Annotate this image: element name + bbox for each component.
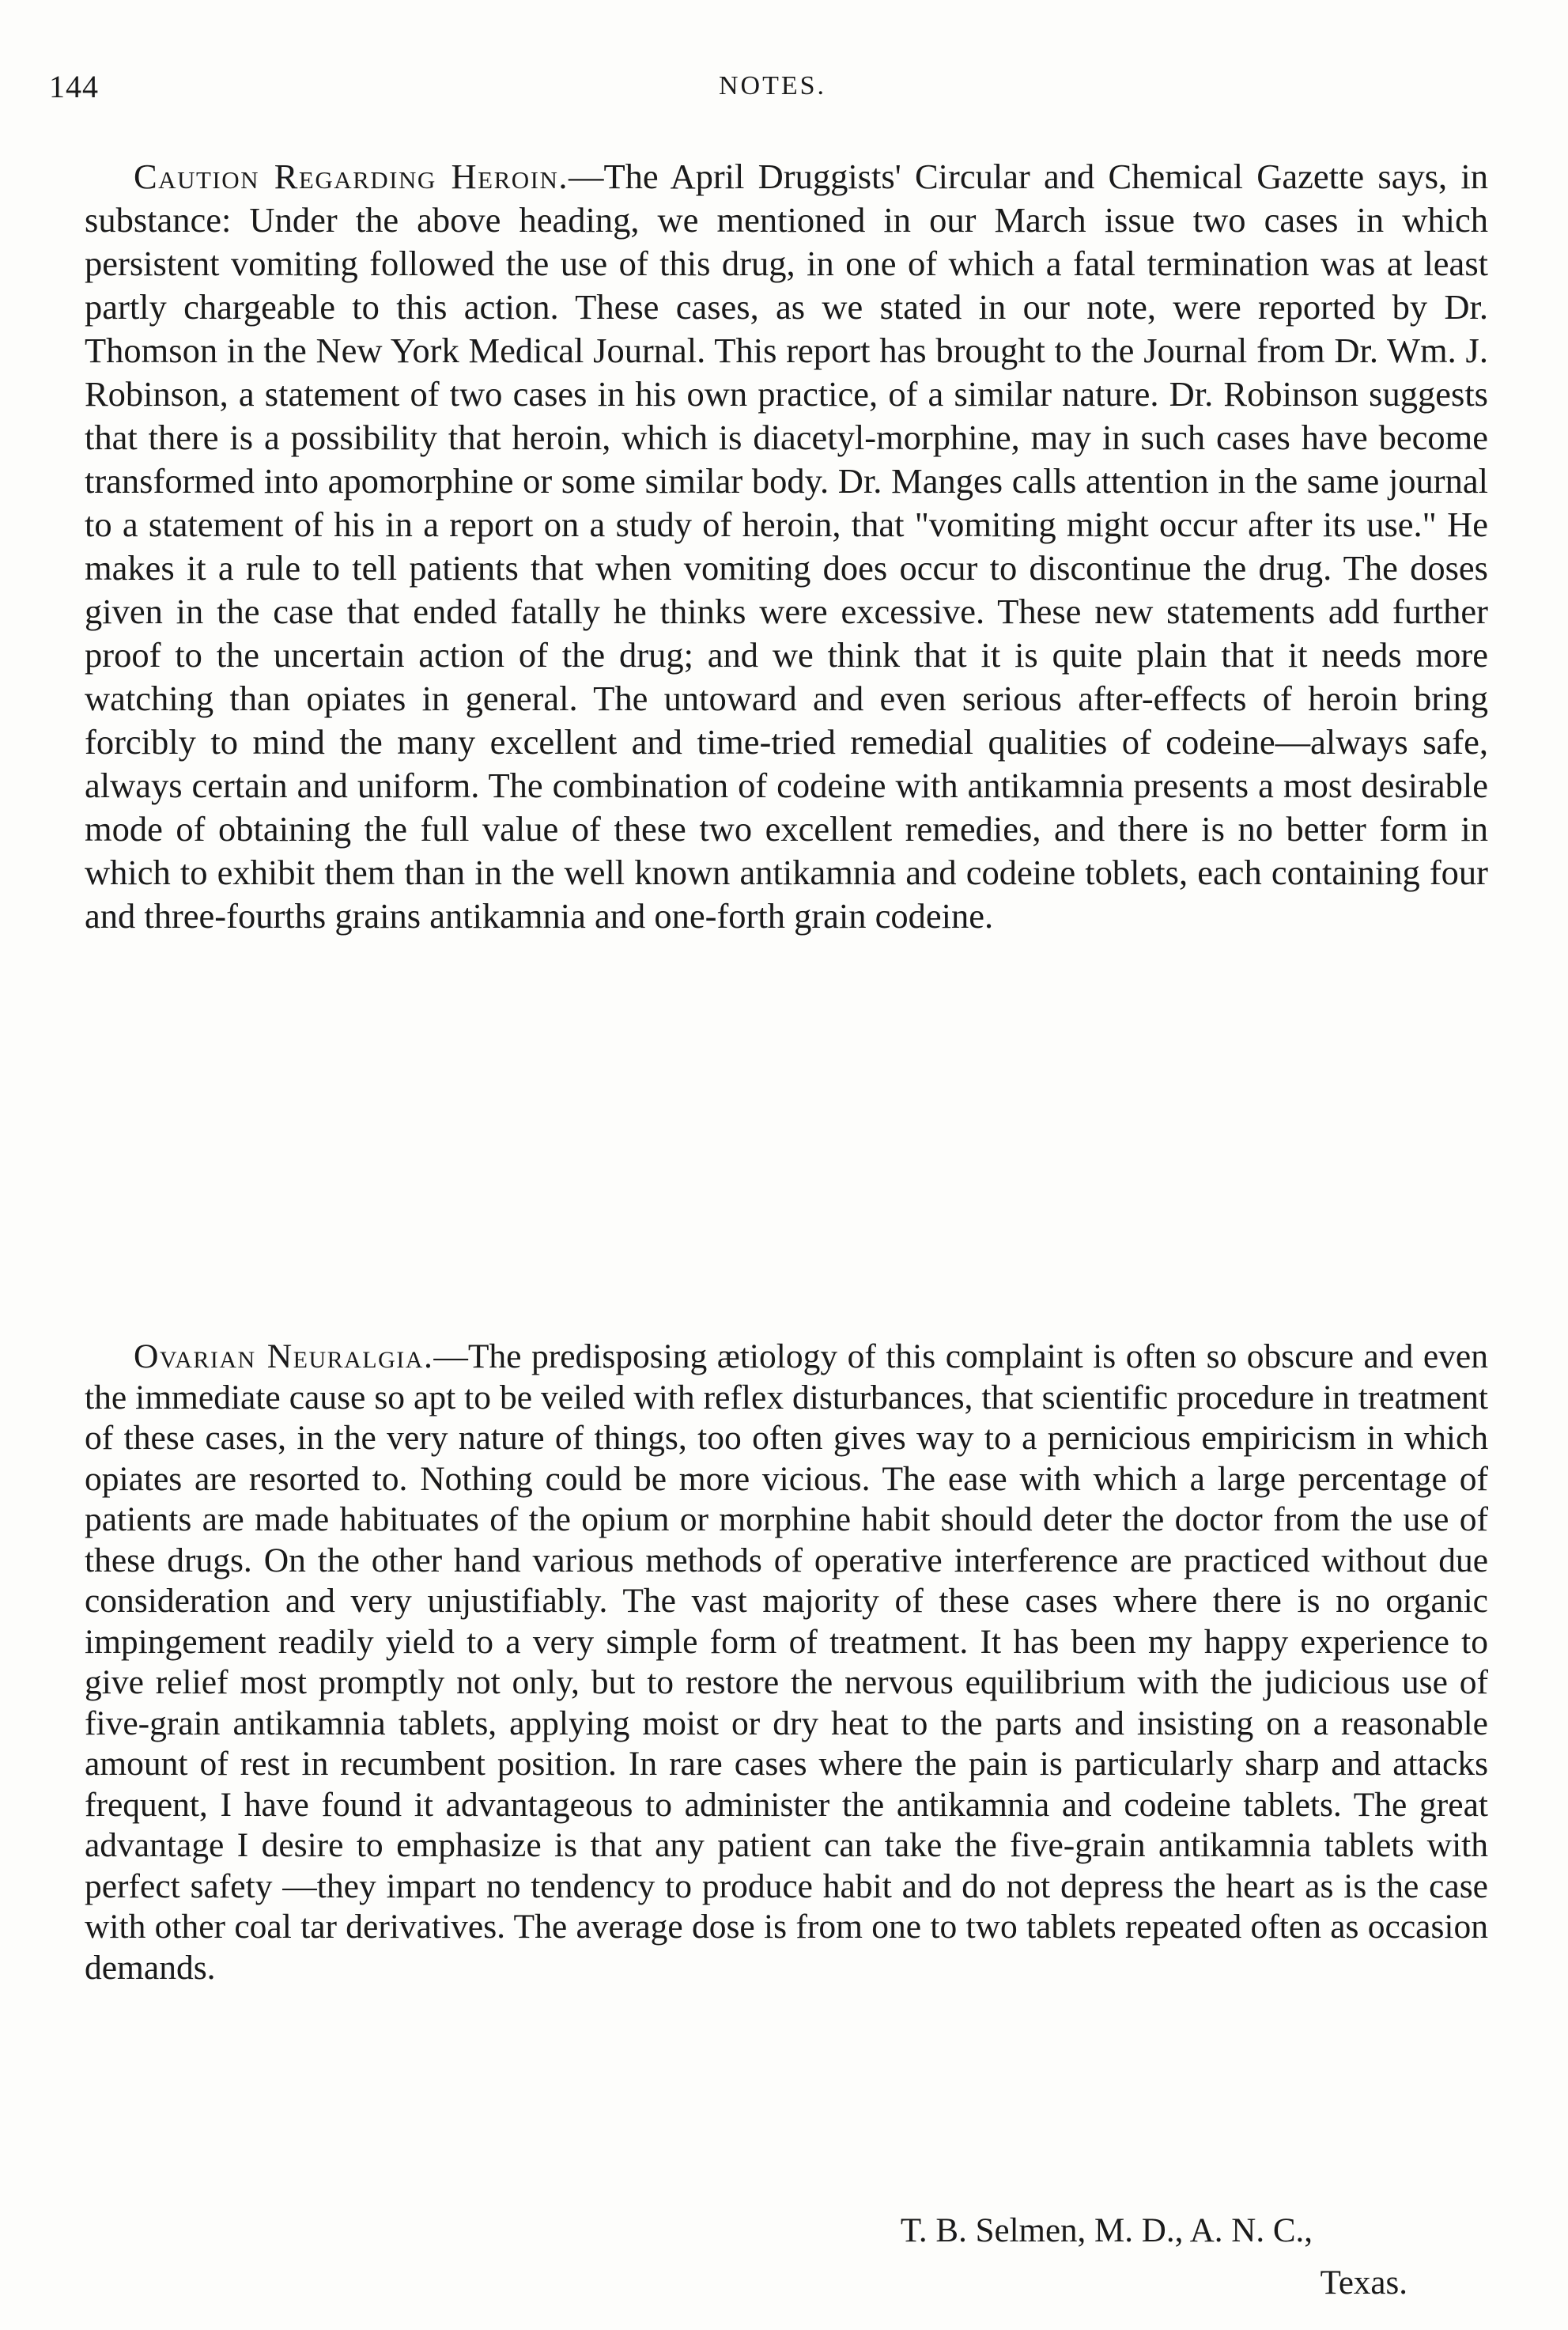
article-ovarian-neuralgia bbox=[85, 1337, 1488, 1988]
heading-dash: — bbox=[569, 157, 604, 196]
article-body: The April Druggists' Circular and Chemical Gazette says, in substance: Under the above heading, we mentioned in our March issue two cases in which persistent vomiting followed the use of this drug, in one of which a fatal termination was at least partly chargeable to this action. These cases, as we stated in our note, were reported by Dr. Thomson in the New York Medical Journal. This report has brought to the Journal from Dr. Wm. J. Robinson, a statement of two cases in his own practice, of a similar nature. Dr. Robinson suggests that there is a possibility that heroin, which is diacetyl-morphine, may in such cases have become transformed into apomorphine or some similar body. Dr. Manges calls attention in the same journal to a statement of his in a report on a study of heroin, that "vomiting might occur after its use." He makes it a rule to tell patients that when vomiting does occur to discontinue the drug. The doses given in the case that ended fatally he thinks were excessive. These new statements add further proof to the uncertain action of the drug; and we think that it is quite plain that it needs more watching than opiates in general. The untoward and even serious after-effects of heroin bring forcibly to mind the many excellent and time-tried remedial qualities of codeine—always safe, always certain and uniform. The combination of codeine with antikamnia presents a most desirable mode of obtaining the full value of these two excellent remedies, and there is no better form in which to exhibit them than in the well known antikamnia and codeine toblets, each containing four and three-fourths grains antikamnia and one-forth grain codeine. bbox=[85, 157, 1488, 936]
author-signature: T. B. Selmen, M. D., A. N. C., bbox=[900, 2212, 1313, 2249]
article-heading: Caution Regarding Heroin. bbox=[134, 157, 569, 196]
article-paragraph bbox=[85, 1337, 1488, 1988]
running-header bbox=[49, 68, 1496, 115]
article-paragraph bbox=[85, 155, 1488, 938]
heading-dash: — bbox=[433, 1337, 468, 1375]
running-title: NOTES. bbox=[718, 71, 827, 100]
page-number: 144 bbox=[49, 69, 99, 104]
article-body: The predisposing ætiology of this complaint is often so obscure and even the immediate cause so apt to be veiled with reflex disturbances, that scientific procedure in treatment of these cases, in the very nature of things, too often gives way to a pernicious empiricism in which opiates are resorted to. Nothing could be more vicious. The ease with which a large percentage of patients are made habituates of the opium or morphine habit should deter the doctor from the use of these drugs. On the other hand various methods of operative interference are practiced without due consideration and very unjustifiably. The vast majority of these cases where there is no organic impingement readily yield to a very simple form of treatment. It has been my happy experience to give relief most promptly not only, but to restore the nervous equilibrium with the judicious use of five-grain antikamnia tablets, applying moist or dry heat to the parts and insisting on a reasonable amount of rest in recumbent position. In rare cases where the pain is particularly sharp and attacks frequent, I have found it advantageous to administer the antikamnia and codeine tablets. The great advantage I desire to emphasize is that any patient can take the five-grain antikamnia tablets with perfect safety —they impart no tendency to produce habit and do not depress the heart as is the case with other coal tar derivatives. The average dose is from one to two tablets repeated often as occasion demands. bbox=[85, 1337, 1488, 1987]
author-location: Texas. bbox=[1320, 2264, 1407, 2302]
article-heading: Ovarian Neuralgia. bbox=[134, 1337, 434, 1375]
article-caution-regarding-heroin bbox=[85, 155, 1488, 938]
